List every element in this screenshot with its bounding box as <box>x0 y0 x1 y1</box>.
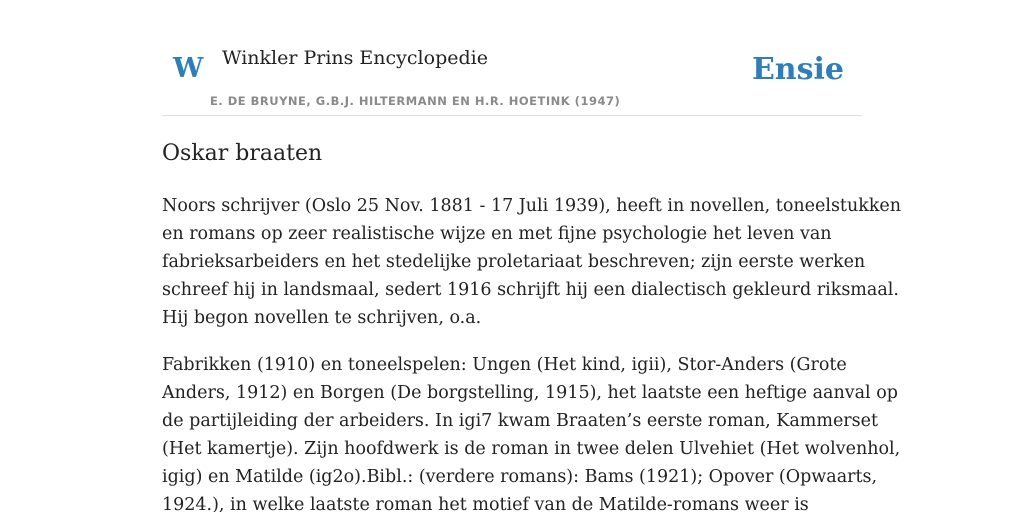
brand-logo[interactable]: Ensie <box>751 52 844 87</box>
article-body <box>162 192 902 512</box>
paragraph-2 <box>162 351 901 512</box>
text-line: Hij begon novellen te schrijven, o.a. <box>162 308 482 328</box>
text-line: schreef hij in landsmaal, sedert 1916 schrijft hij een dialectisch gekleurd riksmaal. <box>162 280 899 300</box>
logo-icon[interactable]: W <box>173 53 204 84</box>
text-line: (Het kamertje). Zijn hoofdwerk is de roman in twee delen Ulvehiet (Het wolvenhol, <box>162 439 901 459</box>
page <box>162 0 902 512</box>
article-title: Oskar braaten <box>162 141 323 166</box>
paragraph-1 <box>162 192 902 332</box>
text-line: en romans op zeer realistische wijze en met fijne psychologie het leven van <box>162 224 832 244</box>
authors-subtitle: E. DE BRUYNE, G.B.J. HILTERMANN EN H.R. HOETINK (1947) <box>210 94 621 108</box>
text-line: igig) en Matilde (ig2o).Bibl.: (verdere romans): Bams (1921); Opover (Opwaarts, <box>162 467 878 487</box>
text-line: fabrieksarbeiders en het stedelijke proletariaat beschreven; zijn eerste werken <box>162 252 866 272</box>
text-line: de partijleiding der arbeiders. In igi7 kwam Braaten’s eerste roman, Kammerset <box>162 411 879 431</box>
text-line: 1924.), in welke laatste roman het motief van de Matilde-romans weer is <box>162 495 809 512</box>
site-header <box>162 0 862 116</box>
text-line: Anders, 1912) en Borgen (De borgstelling, 1915), het laatste een heftige aanval op <box>162 383 898 403</box>
text-line: Fabrikken (1910) en toneelspelen: Ungen (Het kind, igii), Stor-Anders (Grote <box>162 355 847 375</box>
text-line: Noors schrijver (Oslo 25 Nov. 1881 - 17 Juli 1939), heeft in novellen, toneelstukken <box>162 196 902 216</box>
site-title[interactable]: Winkler Prins Encyclopedie <box>222 47 488 69</box>
